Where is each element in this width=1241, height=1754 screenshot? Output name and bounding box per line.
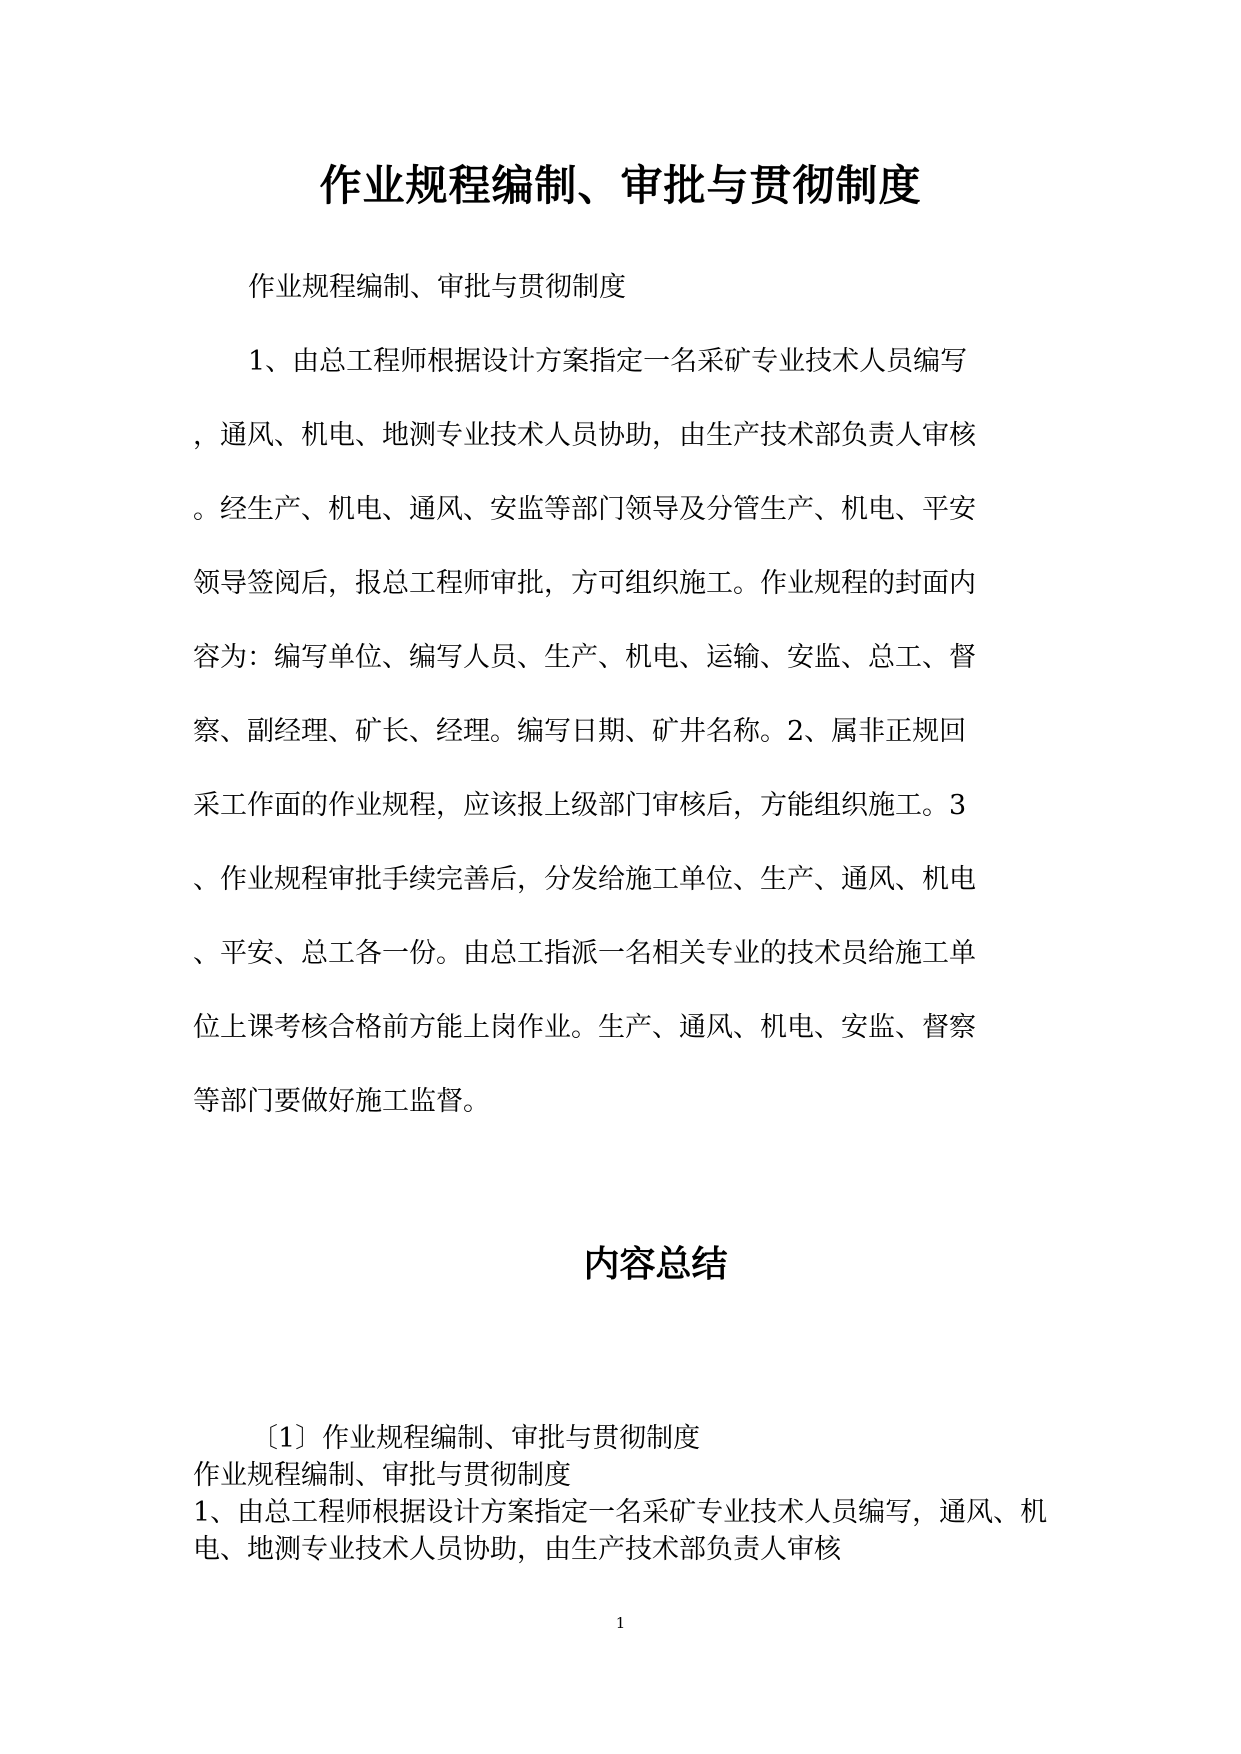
body-text — [193, 342, 1073, 1156]
body-line: 。经生产、机电、通风、安监等部门领导及分管生产、机电、平安 — [193, 494, 976, 525]
body-line: 、平安、总工各一份。由总工指派一名相关专业的技术员给施工单 — [193, 938, 976, 969]
body-line: ，通风、机电、地测专业技术人员协助，由生产技术部负责人审核 — [193, 420, 976, 451]
summary-text — [193, 1420, 1073, 1568]
page-number: 1 — [615, 1614, 626, 1632]
body-line: 等部门要做好施工监督。 — [193, 1086, 490, 1117]
body-line: 领导签阅后，报总工程师审批，方可组织施工。作业规程的封面内 — [193, 568, 976, 599]
summary-heading: 内容总结 — [583, 1243, 728, 1285]
summary-line: 电、地测专业技术人员协助，由生产技术部负责人审核 — [193, 1534, 841, 1565]
body-line: 容为：编写单位、编写人员、生产、机电、运输、安监、总工、督 — [193, 642, 976, 673]
body-line: 1、由总工程师根据设计方案指定一名采矿专业技术人员编写 — [248, 346, 968, 377]
summary-line: 作业规程编制、审批与贯彻制度 — [193, 1460, 571, 1491]
summary-line: 〔1〕作业规程编制、审批与贯彻制度 — [251, 1423, 701, 1454]
document-subheading: 作业规程编制、审批与贯彻制度 — [248, 272, 626, 303]
body-line: 位上课考核合格前方能上岗作业。生产、通风、机电、安监、督察 — [193, 1012, 976, 1043]
document-title: 作业规程编制、审批与贯彻制度 — [319, 161, 922, 210]
body-line: 察、副经理、矿长、经理。编写日期、矿井名称。2、属非正规回 — [193, 716, 967, 747]
body-line: 采工作面的作业规程，应该报上级部门审核后，方能组织施工。3 — [193, 790, 967, 821]
summary-line: 1、由总工程师根据设计方案指定一名采矿专业技术人员编写，通风、机 — [193, 1497, 1048, 1528]
body-line: 、作业规程审批手续完善后，分发给施工单位、生产、通风、机电 — [193, 864, 976, 895]
